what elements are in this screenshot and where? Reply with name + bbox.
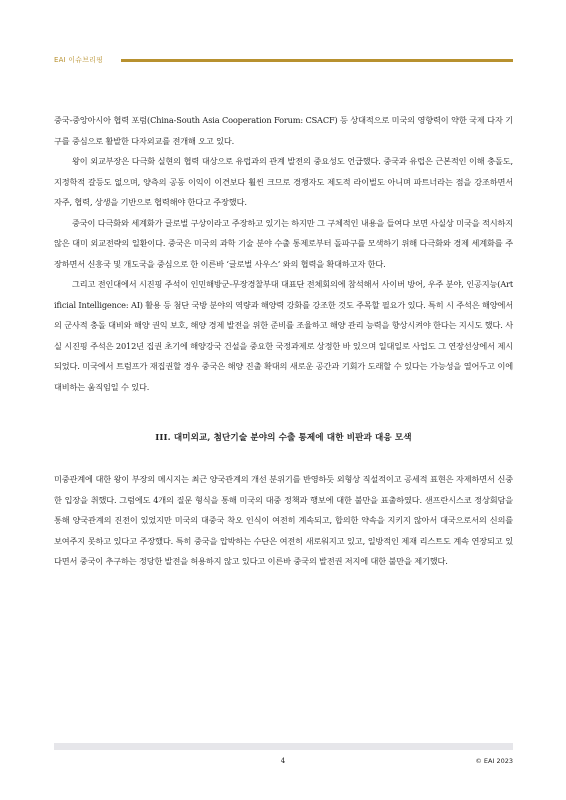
section-heading: III. 대미외교, 첨단기술 분야의 수출 통제에 대한 비판과 대응 모색: [155, 433, 412, 443]
paragraph: 미중관계에 대한 왕이 부장의 메시지는 최근 양국관계의 개선 분위기를 반영하듯 외형상 직설적이고 공세적 표현은 자제하면서 신중한 입장을 취했다. 그럼에도 4개의 질문 형식을 통해 미국의 대중 정책과 행보에 대한 불만을 표출하였다. 샌프란시스코 정상회담을 통해 양국관계의 진전이 있었지만 미국의 대중국 착오 인식이 여전히 계속되고, 합의한 약속을 지키지 않아서 대국으로서의 신의를 보여주지 못하고 있다고 주장했다. 특히 중국을 압박하는 수단은 여전히 새로워지고 있고, 일방적인 제재 리스트도 계속 연장되고 있다면서 중국이 추구하는 정당한 발전을 허용하지 않고 있다고 이른바 중국의 발전권 저지에 대한 불만을 제기했다.: [54, 474, 513, 566]
footer-bar: [54, 743, 513, 750]
page-number: 4: [280, 757, 286, 765]
copyright: © EAI 2023: [475, 757, 513, 765]
document-body: [54, 110, 513, 572]
header-label: EAI 이슈브리핑: [54, 56, 104, 64]
paragraph: 왕이 외교부장은 다극화 실현의 협력 대상으로 유럽과의 관계 발전의 중요성도 언급했다. 중국과 유럽은 근본적인 이해 충돌도, 지정학적 갈등도 없으며, 양측의 공동 이익이 이견보다 훨씬 크므로 경쟁자도 제도적 라이벌도 아니며 파트너라는 점을 강조하면서 자주, 협력, 상생을 기반으로 협력해야 한다고 주장했다.: [54, 156, 513, 207]
paragraph: 그리고 전인대에서 시진핑 주석이 인민해방군-무장경찰부대 대표단 전체회의에 참석해서 사이버 방어, 우주 분야, 인공지능(Artificial Intelligence: AI) 활용 등 첨단 국방 분야의 역량과 해양력 강화를 강조한 것도 주목할 필요가 있다. 특히 시 주석은 해양에서의 군사적 충돌 대비와 해양 권익 보호, 해양 경제 발전을 위한 준비를 조율하고 해양 관리 능력을 향상시켜야 한다는 지시도 했다. 사실 시진핑 주석은 2012년 집권 초기에 해양강국 건설을 중요한 국정과제로 상정한 바 있으며 일대일로 사업도 그 연장선상에서 제시되었다. 미국에서 트럼프가 재집권할 경우 중국은 해양 진출 확대의 새로운 공간과 기회가 도래할 수 있다는 가능성을 열어두고 이에 대비하는 움직임일 수 있다.: [54, 279, 513, 392]
paragraph: 중국이 다극화와 세계화가 글로벌 구상이라고 주장하고 있기는 하지만 그 구체적인 내용을 들여다 보면 사실상 미국을 적시하지 않은 대미 외교전략의 일환이다. 중국은 미국의 과학 기술 분야 수출 통제로부터 돌파구를 모색하기 위해 다극화와 경제 세계화를 주장하면서 신흥국 및 개도국을 중심으로 한 이른바 ‘글로벌 사우스’ 와의 협력을 확대하고자 한다.: [54, 217, 513, 269]
paragraph: 중국-중앙아시아 협력 포럼(China-South Asia Cooperation Forum: CSACF) 등 상대적으로 미국의 영향력이 약한 국제 다자 기구를 중심으로 활발한 다자외교를 전개해 오고 있다.: [54, 115, 513, 146]
header-rule: [121, 59, 513, 62]
